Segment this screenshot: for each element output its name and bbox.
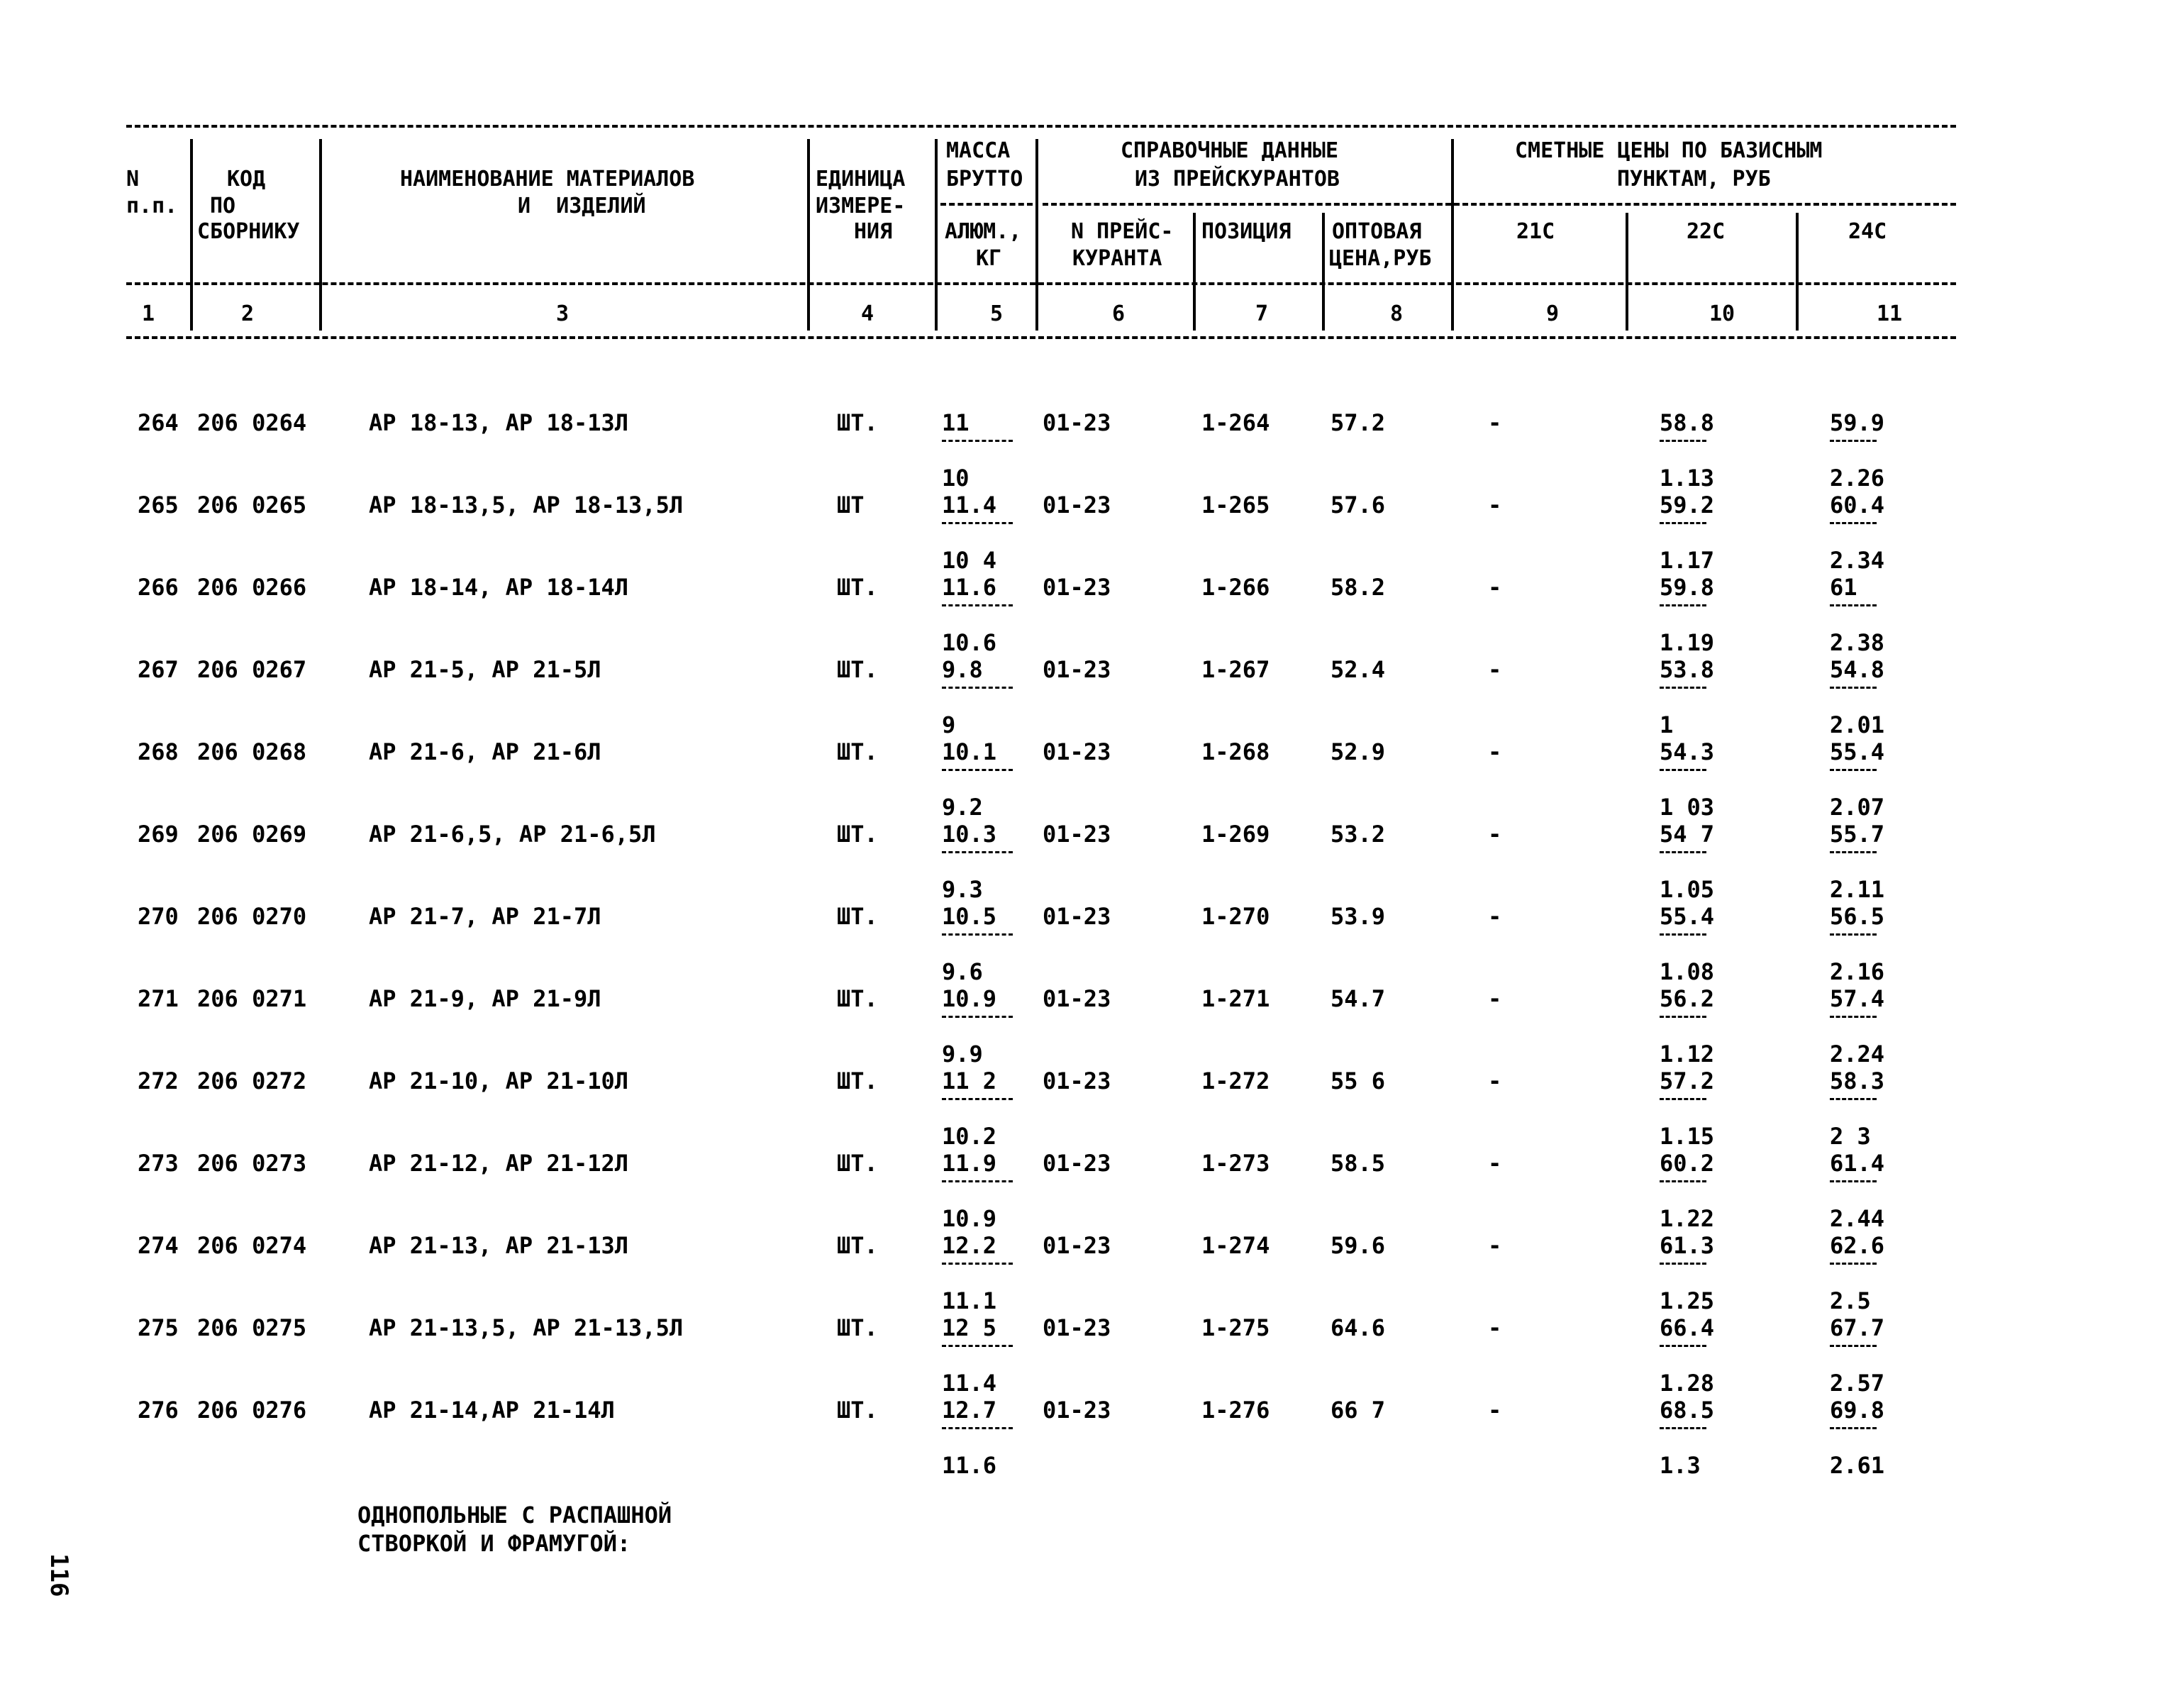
row-unit: ШТ. [837, 656, 878, 683]
row-price-24c: 67.7 [1830, 1314, 1885, 1341]
row-name: АР 18-14, АР 18-14Л [369, 574, 629, 601]
row-unit: ШТ. [837, 1397, 878, 1424]
row-number: 265 [138, 492, 179, 518]
fraction-rule [1660, 440, 1706, 442]
row-number: 276 [138, 1397, 179, 1424]
row-price-24c-lower: 2.26 [1830, 465, 1885, 492]
row-alum-mass: 10.2 [942, 1123, 997, 1150]
row-number: 272 [138, 1068, 179, 1094]
row-price-22c: 59.2 [1660, 492, 1715, 518]
row-unit: ШТ. [837, 574, 878, 601]
row-price-22c: 56.2 [1660, 985, 1715, 1012]
hdr-col9: 21С [1516, 219, 1555, 244]
row-pricelist: 01-23 [1043, 985, 1111, 1012]
fraction-rule [1830, 1345, 1877, 1347]
col-number-7: 7 [1255, 301, 1269, 326]
fraction-rule [1830, 604, 1877, 606]
fraction-rule [942, 1016, 1013, 1018]
col-number-5: 5 [990, 301, 1004, 326]
hdr-col11: 24С [1848, 219, 1887, 244]
row-wholesale: 53.2 [1331, 821, 1386, 848]
hdr-col2-line2: ПО [210, 194, 236, 218]
row-position: 1-268 [1201, 738, 1270, 765]
col-sep-1 [190, 139, 193, 331]
row-price-21c: - [1488, 1397, 1502, 1424]
row-price-22c: 57.2 [1660, 1068, 1715, 1094]
row-unit: ШТ. [837, 821, 878, 848]
row-price-22c-lower: 1.28 [1660, 1370, 1715, 1397]
row-position: 1-271 [1201, 985, 1270, 1012]
row-unit: ШТ [837, 492, 865, 518]
row-mass: 11.4 [942, 492, 997, 518]
fraction-rule [1830, 1098, 1877, 1100]
fraction-rule [1660, 1427, 1706, 1429]
row-price-21c: - [1488, 574, 1502, 601]
hdr-col5-line4: АЛЮМ., [945, 219, 1022, 244]
footnote-line2: СТВОРКОЙ И ФРАМУГОЙ: [357, 1530, 631, 1557]
row-price-24c-lower: 2.61 [1830, 1452, 1885, 1479]
row-wholesale: 58.5 [1331, 1150, 1386, 1177]
row-price-22c: 58.8 [1660, 409, 1715, 436]
row-name: АР 21-5, АР 21-5Л [369, 656, 601, 683]
row-pricelist: 01-23 [1043, 492, 1111, 518]
footnote-line1: ОДНОПОЛЬНЫЕ С РАСПАШНОЙ [357, 1502, 672, 1529]
hdr-col1-line1: N [126, 167, 140, 192]
hdr-ref-group-line1: СПРАВОЧНЫЕ ДАННЫЕ [1121, 138, 1339, 163]
row-unit: ШТ. [837, 1232, 878, 1259]
row-pricelist: 01-23 [1043, 656, 1111, 683]
row-number: 264 [138, 409, 179, 436]
row-code: 206 0266 [197, 574, 307, 601]
row-price-21c: - [1488, 409, 1502, 436]
row-position: 1-269 [1201, 821, 1270, 848]
row-unit: ШТ. [837, 985, 878, 1012]
row-mass: 10.9 [942, 985, 997, 1012]
fraction-rule [1660, 687, 1706, 689]
row-pricelist: 01-23 [1043, 821, 1111, 848]
hdr-col7: ПОЗИЦИЯ [1201, 219, 1292, 244]
row-position: 1-273 [1201, 1150, 1270, 1177]
row-code: 206 0276 [197, 1397, 307, 1424]
fraction-rule [1660, 522, 1706, 524]
row-alum-mass: 10.6 [942, 629, 997, 656]
row-code: 206 0264 [197, 409, 307, 436]
row-price-22c: 54.3 [1660, 738, 1715, 765]
fraction-rule [1830, 851, 1877, 853]
row-mass: 12.7 [942, 1397, 997, 1424]
row-wholesale: 57.2 [1331, 409, 1386, 436]
row-number: 271 [138, 985, 179, 1012]
row-price-21c: - [1488, 738, 1502, 765]
row-price-22c-lower: 1.25 [1660, 1287, 1715, 1314]
row-price-24c-lower: 2.44 [1830, 1205, 1885, 1232]
row-price-22c: 59.8 [1660, 574, 1715, 601]
row-number: 268 [138, 738, 179, 765]
hdr-col4-line2: ИЗМЕРЕ- [816, 194, 906, 218]
row-price-22c-lower: 1 [1660, 711, 1674, 738]
row-name: АР 18-13,5, АР 18-13,5Л [369, 492, 684, 518]
col-sep-6 [1193, 213, 1196, 331]
row-price-24c-lower: 2.34 [1830, 547, 1885, 574]
row-price-24c-lower: 2.16 [1830, 958, 1885, 985]
row-wholesale: 58.2 [1331, 574, 1386, 601]
row-pricelist: 01-23 [1043, 1068, 1111, 1094]
fraction-rule [942, 1180, 1013, 1182]
hdr-col5-line2: БРУТТО [946, 167, 1023, 192]
row-price-21c: - [1488, 1068, 1502, 1094]
row-price-24c-lower: 2.57 [1830, 1370, 1885, 1397]
row-mass: 12.2 [942, 1232, 997, 1259]
row-price-24c-lower: 2.01 [1830, 711, 1885, 738]
col-number-9: 9 [1546, 301, 1560, 326]
page-number: 116 [45, 1553, 73, 1597]
row-pricelist: 01-23 [1043, 1397, 1111, 1424]
row-price-24c-lower: 2.38 [1830, 629, 1885, 656]
hdr-col6-line2: КУРАНТА [1072, 246, 1162, 271]
row-price-22c-lower: 1.13 [1660, 465, 1715, 492]
row-price-22c: 53.8 [1660, 656, 1715, 683]
row-price-21c: - [1488, 492, 1502, 518]
row-code: 206 0272 [197, 1068, 307, 1094]
row-mass: 12 5 [942, 1314, 997, 1341]
row-price-24c: 57.4 [1830, 985, 1885, 1012]
row-mass: 11.9 [942, 1150, 997, 1177]
header-mid-rule [126, 282, 1956, 285]
fraction-rule [1830, 1180, 1877, 1182]
row-unit: ШТ. [837, 1068, 878, 1094]
fraction-rule [942, 933, 1013, 936]
fraction-rule [942, 604, 1013, 606]
fraction-rule [1830, 769, 1877, 771]
row-price-22c-lower: 1.08 [1660, 958, 1715, 985]
fraction-rule [1660, 933, 1706, 936]
fraction-rule [1830, 1427, 1877, 1429]
row-unit: ШТ. [837, 1150, 878, 1177]
row-pricelist: 01-23 [1043, 903, 1111, 930]
row-price-21c: - [1488, 821, 1502, 848]
row-position: 1-276 [1201, 1397, 1270, 1424]
row-wholesale: 52.4 [1331, 656, 1386, 683]
row-price-24c: 58.3 [1830, 1068, 1885, 1094]
hdr-col8-line1: ОПТОВАЯ [1332, 219, 1422, 244]
hdr-col3-line1: НАИМЕНОВАНИЕ МАТЕРИАЛОВ [400, 167, 695, 192]
fraction-rule [942, 1098, 1013, 1100]
fraction-rule [1660, 1180, 1706, 1182]
col-sep-3 [807, 139, 810, 331]
row-number: 269 [138, 821, 179, 848]
row-price-24c-lower: 2 3 [1830, 1123, 1871, 1150]
hdr-col1-line2: п.п. [126, 194, 178, 218]
row-mass: 11 [942, 409, 970, 436]
row-price-22c-lower: 1.12 [1660, 1041, 1715, 1068]
row-wholesale: 66 7 [1331, 1397, 1386, 1424]
row-price-24c: 55.7 [1830, 821, 1885, 848]
row-price-24c-lower: 2.07 [1830, 794, 1885, 821]
hdr-col6-line1: N ПРЕЙС- [1071, 219, 1174, 244]
hdr-col2-line3: СБОРНИКУ [197, 219, 300, 244]
row-wholesale: 52.9 [1331, 738, 1386, 765]
row-price-24c-lower: 2.24 [1830, 1041, 1885, 1068]
row-name: АР 21-7, АР 21-7Л [369, 903, 601, 930]
col-number-4: 4 [861, 301, 874, 326]
row-price-24c: 59.9 [1830, 409, 1885, 436]
row-price-21c: - [1488, 1232, 1502, 1259]
row-code: 206 0275 [197, 1314, 307, 1341]
fraction-rule [1830, 1263, 1877, 1265]
ref-group-rule [1043, 203, 1451, 206]
row-price-24c: 69.8 [1830, 1397, 1885, 1424]
row-price-22c: 54 7 [1660, 821, 1715, 848]
row-number: 273 [138, 1150, 179, 1177]
row-number: 274 [138, 1232, 179, 1259]
row-code: 206 0273 [197, 1150, 307, 1177]
row-price-24c: 56.5 [1830, 903, 1885, 930]
row-wholesale: 54.7 [1331, 985, 1386, 1012]
row-wholesale: 64.6 [1331, 1314, 1386, 1341]
row-mass: 11 2 [942, 1068, 997, 1094]
row-name: АР 21-10, АР 21-10Л [369, 1068, 629, 1094]
fraction-rule [1660, 604, 1706, 606]
row-number: 275 [138, 1314, 179, 1341]
mass-split-rule [940, 203, 1033, 206]
row-number: 270 [138, 903, 179, 930]
row-unit: ШТ. [837, 903, 878, 930]
hdr-col10: 22С [1687, 219, 1726, 244]
row-number: 266 [138, 574, 179, 601]
fraction-rule [1660, 1345, 1706, 1347]
row-pricelist: 01-23 [1043, 574, 1111, 601]
row-alum-mass: 11.1 [942, 1287, 997, 1314]
row-position: 1-266 [1201, 574, 1270, 601]
row-code: 206 0267 [197, 656, 307, 683]
row-price-24c: 61 [1830, 574, 1857, 601]
hdr-col4-line1: ЕДИНИЦА [816, 167, 906, 192]
row-price-22c-lower: 1.05 [1660, 876, 1715, 903]
fraction-rule [942, 1263, 1013, 1265]
row-price-21c: - [1488, 1150, 1502, 1177]
col-number-3: 3 [556, 301, 570, 326]
fraction-rule [1660, 851, 1706, 853]
row-position: 1-275 [1201, 1314, 1270, 1341]
header-top-rule [126, 125, 1956, 128]
row-mass: 10.5 [942, 903, 997, 930]
row-code: 206 0269 [197, 821, 307, 848]
hdr-col2-line1: КОД [227, 167, 266, 192]
col-sep-10 [1796, 213, 1799, 331]
fraction-rule [1660, 1016, 1706, 1018]
header-bottom-rule [126, 336, 1956, 339]
row-price-22c: 66.4 [1660, 1314, 1715, 1341]
fraction-rule [1830, 933, 1877, 936]
row-price-22c: 60.2 [1660, 1150, 1715, 1177]
col-sep-8 [1451, 139, 1454, 331]
row-price-24c: 55.4 [1830, 738, 1885, 765]
row-unit: ШТ. [837, 738, 878, 765]
row-position: 1-274 [1201, 1232, 1270, 1259]
row-price-21c: - [1488, 985, 1502, 1012]
fraction-rule [942, 522, 1013, 524]
row-alum-mass: 9 [942, 711, 956, 738]
row-name: АР 21-14,АР 21-14Л [369, 1397, 615, 1424]
row-price-22c: 55.4 [1660, 903, 1715, 930]
row-alum-mass: 10.9 [942, 1205, 997, 1232]
row-name: АР 21-9, АР 21-9Л [369, 985, 601, 1012]
hdr-price-group-line1: СМЕТНЫЕ ЦЕНЫ ПО БАЗИСНЫМ [1515, 138, 1823, 163]
row-name: АР 21-6, АР 21-6Л [369, 738, 601, 765]
col-sep-4 [935, 139, 938, 331]
col-number-11: 11 [1877, 301, 1903, 326]
row-mass: 10.3 [942, 821, 997, 848]
row-name: АР 21-12, АР 21-12Л [369, 1150, 629, 1177]
row-price-22c-lower: 1 03 [1660, 794, 1715, 821]
row-name: АР 21-6,5, АР 21-6,5Л [369, 821, 656, 848]
row-price-24c: 62.6 [1830, 1232, 1885, 1259]
row-price-21c: - [1488, 1314, 1502, 1341]
row-mass: 9.8 [942, 656, 983, 683]
hdr-col5-line5: КГ [976, 246, 1002, 271]
row-code: 206 0274 [197, 1232, 307, 1259]
col-number-6: 6 [1112, 301, 1126, 326]
row-alum-mass: 11.4 [942, 1370, 997, 1397]
row-position: 1-267 [1201, 656, 1270, 683]
row-wholesale: 53.9 [1331, 903, 1386, 930]
row-price-24c-lower: 2.5 [1830, 1287, 1871, 1314]
row-price-22c-lower: 1.15 [1660, 1123, 1715, 1150]
col-sep-2 [319, 139, 322, 331]
row-position: 1-272 [1201, 1068, 1270, 1094]
row-alum-mass: 9.9 [942, 1041, 983, 1068]
row-price-24c-lower: 2.11 [1830, 876, 1885, 903]
row-price-24c: 61.4 [1830, 1150, 1885, 1177]
row-price-21c: - [1488, 656, 1502, 683]
row-position: 1-265 [1201, 492, 1270, 518]
fraction-rule [1830, 440, 1877, 442]
row-price-22c-lower: 1.3 [1660, 1452, 1701, 1479]
col-sep-5 [1035, 139, 1038, 331]
row-mass: 11.6 [942, 574, 997, 601]
row-price-22c-lower: 1.22 [1660, 1205, 1715, 1232]
row-price-24c: 60.4 [1830, 492, 1885, 518]
row-price-21c: - [1488, 903, 1502, 930]
row-pricelist: 01-23 [1043, 1232, 1111, 1259]
hdr-col5-line1: МАССА [946, 138, 1011, 163]
col-sep-7 [1322, 213, 1325, 331]
row-code: 206 0270 [197, 903, 307, 930]
fraction-rule [1830, 522, 1877, 524]
row-wholesale: 59.6 [1331, 1232, 1386, 1259]
row-alum-mass: 9.3 [942, 876, 983, 903]
row-code: 206 0268 [197, 738, 307, 765]
row-price-24c: 54.8 [1830, 656, 1885, 683]
row-code: 206 0265 [197, 492, 307, 518]
fraction-rule [942, 687, 1013, 689]
fraction-rule [942, 851, 1013, 853]
row-number: 267 [138, 656, 179, 683]
row-position: 1-264 [1201, 409, 1270, 436]
row-pricelist: 01-23 [1043, 409, 1111, 436]
col-number-1: 1 [142, 301, 155, 326]
row-alum-mass: 10 4 [942, 547, 997, 574]
row-position: 1-270 [1201, 903, 1270, 930]
row-code: 206 0271 [197, 985, 307, 1012]
row-price-22c-lower: 1.19 [1660, 629, 1715, 656]
row-price-22c: 68.5 [1660, 1397, 1715, 1424]
row-unit: ШТ. [837, 409, 878, 436]
row-alum-mass: 9.2 [942, 794, 983, 821]
hdr-price-group-line2: ПУНКТАМ, РУБ [1617, 167, 1771, 192]
row-pricelist: 01-23 [1043, 1314, 1111, 1341]
hdr-col4-line3: НИЯ [854, 219, 893, 244]
row-pricelist: 01-23 [1043, 738, 1111, 765]
row-price-22c-lower: 1.17 [1660, 547, 1715, 574]
col-number-8: 8 [1390, 301, 1404, 326]
col-number-2: 2 [241, 301, 255, 326]
row-alum-mass: 10 [942, 465, 970, 492]
fraction-rule [1660, 1098, 1706, 1100]
fraction-rule [942, 769, 1013, 771]
fraction-rule [942, 1427, 1013, 1429]
fraction-rule [1660, 1263, 1706, 1265]
row-name: АР 18-13, АР 18-13Л [369, 409, 629, 436]
row-unit: ШТ. [837, 1314, 878, 1341]
col-number-10: 10 [1709, 301, 1735, 326]
row-name: АР 21-13, АР 21-13Л [369, 1232, 629, 1259]
row-mass: 10.1 [942, 738, 997, 765]
fraction-rule [1660, 769, 1706, 771]
fraction-rule [942, 440, 1013, 442]
row-price-22c: 61.3 [1660, 1232, 1715, 1259]
row-wholesale: 57.6 [1331, 492, 1386, 518]
row-alum-mass: 11.6 [942, 1452, 997, 1479]
fraction-rule [1830, 1016, 1877, 1018]
price-group-rule [1454, 203, 1956, 206]
row-pricelist: 01-23 [1043, 1150, 1111, 1177]
col-sep-9 [1626, 213, 1628, 331]
row-name: АР 21-13,5, АР 21-13,5Л [369, 1314, 684, 1341]
hdr-ref-group-line2: ИЗ ПРЕЙСКУРАНТОВ [1135, 167, 1340, 192]
fraction-rule [1830, 687, 1877, 689]
hdr-col8-line2: ЦЕНА,РУБ [1329, 246, 1432, 271]
hdr-col3-line2: И ИЗДЕЛИЙ [518, 194, 646, 218]
fraction-rule [942, 1345, 1013, 1347]
row-alum-mass: 9.6 [942, 958, 983, 985]
row-wholesale: 55 6 [1331, 1068, 1386, 1094]
